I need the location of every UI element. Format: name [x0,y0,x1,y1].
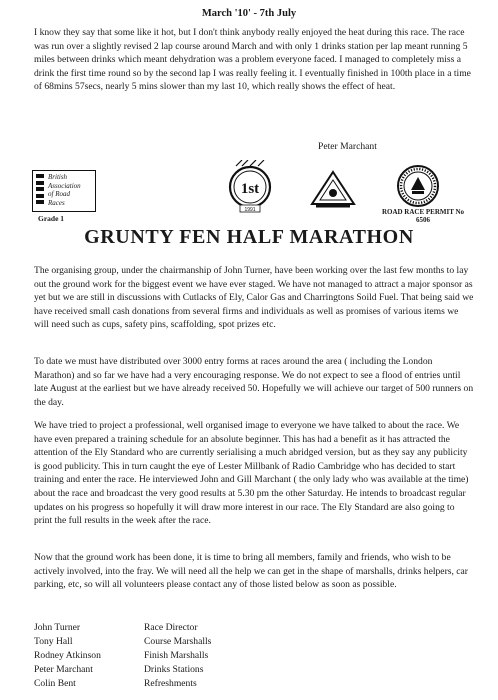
contact-name: Peter Marchant [34,664,93,675]
contact-name: Rodney Atkinson [34,650,101,661]
contact-role: Drinks Stations [144,664,204,675]
list-item [34,663,264,677]
list-item [34,621,264,635]
contact-name: John Turner [34,622,81,633]
contact-role: Finish Marshalls [144,650,209,661]
athletics-association-logo-icon [310,170,356,210]
author-signature: Peter Marchant [318,141,377,152]
paragraph-volunteers: Now that the ground work has been done, it is time to bring all members, family and friends, who wish to be actively involved, into the fray. We will need all the help we can get in the shape of marshalls, drinks helpers, car parking, etc, so will all volunteers please contact any of those listed below as soon as possible. [34,552,469,591]
contacts-list [34,621,264,691]
medal-year: 1991 [244,207,256,213]
main-title: GRUNTY FEN HALF MARATHON [84,226,414,248]
contact-role: Course Marshalls [144,636,212,647]
road-race-permit-label: ROAD RACE PERMIT No 6506 [381,208,465,224]
list-item [34,635,264,649]
contact-name: Tony Hall [34,636,73,647]
paragraph-publicity: We have tried to project a professional, well organised image to everyone we have talked to about the race. We have even prepared a training schedule for an absolute beginner. This has had a benefit as it has attracted the attention of the Ely Standard who are currently serialising a much abridged version, but as they say any publicity is good publicity. This in turn caught the eye of Lester Millbank of Radio Cambridge who has decided to start training and enter the race. He interviewed John and Gill Marchant ( the only lady who was available at the time) about the race and broadcast the very good results at 5.30 pm the other Saturday. He intends to broadcast regular updates on his progress so hopefully it will draw more interest in our race. The Ely Standard are also going to print the full results in the week after the race. [34,420,469,527]
paragraph-entries: To date we must have distributed over 3000 entry forms at races around the area ( including the London Marathon) and so far we have had a very encouraging response. We do not expect to see a flood of entries until late August at the earliest but we have already received 50. Hopefully we will achieve our target of 500 runners on the day. [34,356,474,408]
contact-name: Colin Bent [34,678,76,689]
race-report-heading: March '10' - 7th July [201,8,297,19]
list-item [34,649,264,663]
aaa-seal-icon [396,164,440,208]
first-place-medal-icon [228,160,272,214]
race-report-paragraph: I know they say that some like it hot, but I don't think anybody really enjoyed the heat during this race. The race was run over a slightly revised 2 lap course around March and with only 1 drinks station per lap meant running 5 miles between drinks which meant dehydration was a problem everyone faced. I managed to completely miss a drink the first time round so by the second lap I was really feeling it. I eventually finished in 100th place in a time of 68mins 57secs, nearly 5 mins slower than my last 10, which really shows the effect of heat. [34,27,471,93]
list-item [34,677,264,691]
medal-label: 1st [240,181,260,197]
paragraph-organising: The organising group, under the chairmanship of John Turner, have been working over the last few months to lay out the ground work for the biggest event we have ever staged. We have not managed to attract a major sponsor as yet but we are still in discussions with Cutlacks of Ely, Calor Gas and Charringtons Soild Fuel. That being said we have received small cash donations from several firms and individuals as well as promises of various items we will need such as cups, safety pins, scaffolding, spot prizes etc. [34,265,474,331]
contact-role: Refreshments [144,678,197,689]
baar-logo [32,170,96,212]
baar-logo-text: British Association of Road Races [48,173,81,207]
stripes-icon [36,174,44,208]
contact-role: Race Director [144,622,198,633]
grade-label: Grade 1 [38,214,65,223]
